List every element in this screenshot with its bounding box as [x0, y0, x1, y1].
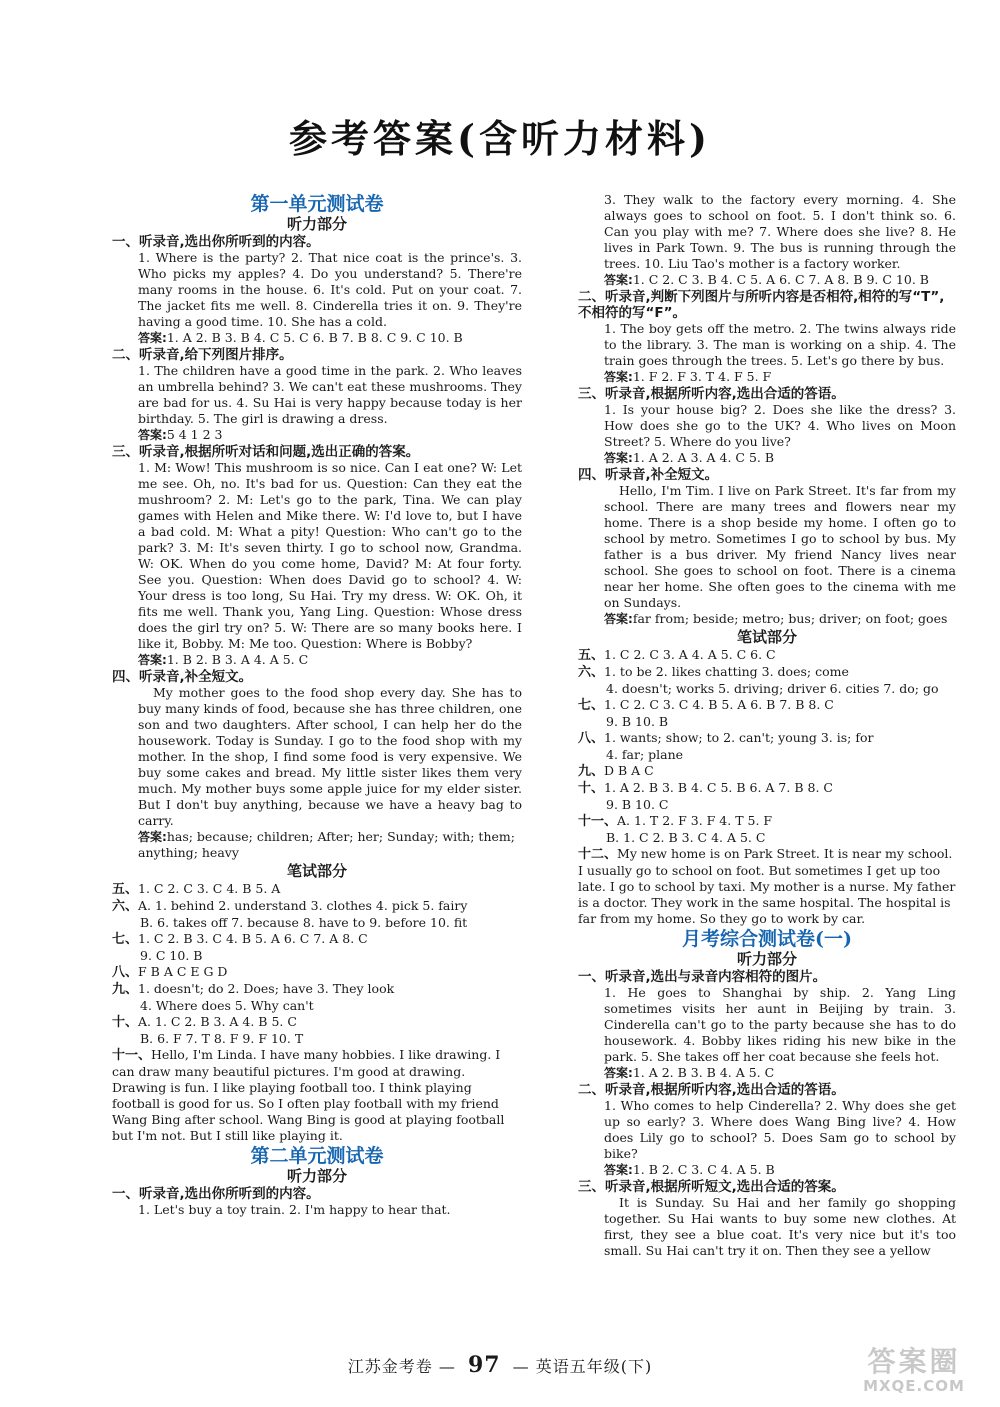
- transcript-text: Hello, I'm Tim. I live on Park Street. It's far from my school. There are many trees and flowers near my home. There is a shop beside my home. I often go to school by metro. Sometimes I go to school by bus. My father is a bus driver. My friend Nancy lives near school. She goes to school on foot. There is a cinema near her home. She often goes to the cinema with me on Sundays.: [604, 483, 956, 610]
- answer-row: [112, 1047, 522, 1144]
- answer-line: [112, 652, 522, 668]
- answer-label: 答案:: [138, 653, 167, 667]
- answer-line: [112, 330, 522, 346]
- answer-values: A. 1. C 2. B 3. A 4. B 5. C: [138, 1014, 297, 1029]
- transcript-text: 1. Is your house big? 2. Does she like the dress? 3. How does she go to the UK? 4. Who lives on Moon Street? 5. Where do you live?: [604, 402, 956, 449]
- answer-label: 答案:: [604, 612, 633, 626]
- transcript-text: It is Sunday. Su Hai and her family go shopping together. Su Hai wants to buy some new clothes. At first, they see a blue coat. It's very nice but it's too small. Su Hai can't try it on. Then they see a yellow: [604, 1195, 956, 1258]
- answer-row: [578, 763, 956, 780]
- answer-label: 答案:: [604, 451, 633, 465]
- section-number: 十一、: [578, 814, 618, 829]
- section-number: 六、: [578, 665, 605, 680]
- answer-line: [578, 272, 956, 288]
- transcript-text: My mother goes to the food shop every day. She has to buy many kinds of food, because she has three children, one son and two daughters. After school, I can help her do the housework. Today is Sunday. I go to the food shop with my mother. In the shop, I find some food is very expensive. We buy some cakes and bread. My little sister likes them very much. My mother buys some apple juice for my elder sister. But I don't buy anything, because we have a heavy bag to carry.: [138, 685, 522, 828]
- answer-values: has; because; children; After; her; Sunday; with; them; anything; heavy: [138, 829, 515, 860]
- section-number: 六、: [112, 899, 139, 914]
- part-title: 听力部分: [736, 950, 797, 968]
- answer-row: [578, 780, 956, 813]
- transcript-text: 1. He goes to Shanghai by ship. 2. Yang Ling sometimes visits her aunt in Beijing by train. 3. Cinderella can't go to the party because she has to do housework. 4. Bobby likes riding his new bike in the park. 5. She takes off her coat because she feels hot.: [604, 985, 956, 1064]
- unit-title: 月考综合测试卷(一): [682, 928, 852, 950]
- part-title: 笔试部分: [736, 628, 797, 646]
- answer-label: 答案:: [604, 1066, 633, 1080]
- answer-values-continued: B. 6. takes off 7. because 8. have to 9. before 10. fit: [140, 915, 468, 930]
- answer-line: [112, 427, 522, 443]
- answer-values: 1. C 2. C 3. C 4. B 5. A 6. B 7. B 8. C: [604, 697, 834, 712]
- watermark-text: 答案圈: [867, 1345, 961, 1378]
- answer-line: [112, 829, 522, 861]
- right-column: [578, 192, 956, 1259]
- answer-row: [112, 1014, 522, 1047]
- answer-values: 1. A 2. B 3. B 4. A 5. C: [632, 1065, 775, 1080]
- section-number: 五、: [578, 648, 605, 663]
- section-heading: 三、听录音,根据所听内容,选出合适的答语。: [578, 386, 845, 402]
- answer-label: 答案:: [604, 1163, 633, 1177]
- transcript-text: 1. The boy gets off the metro. 2. The twins always ride to the library. 3. The man is working on a ship. 4. The train goes through the trees. 5. Let's go there by bus.: [604, 321, 956, 368]
- footer-book-title: 江苏金考卷: [347, 1357, 433, 1376]
- answer-values: My new home is on Park Street. It is near my school. I usually go to school on foot. But sometimes I get up too late. I go to school by taxi. My mother is a nurse. My father is a doctor. They work in the same hospital. The hospital is far from my home. So they go to work by car.: [578, 846, 956, 926]
- section-heading: 四、听录音,补全短文。: [112, 669, 253, 685]
- section-heading: 三、听录音,根据所听对话和问题,选出正确的答案。: [112, 444, 420, 460]
- answer-values: 1. A 2. B 3. B 4. C 5. C 6. B 7. B 8. C 9. C 10. B: [166, 330, 463, 345]
- unit-title: 第二单元测试卷: [250, 1145, 384, 1167]
- answer-label: 答案:: [604, 370, 633, 384]
- answer-values-continued: 9. B 10. C: [606, 797, 669, 812]
- answer-values: 1. C 2. B 3. C 4. B 5. A 6. C 7. A 8. C: [138, 931, 368, 946]
- answer-row: [112, 981, 522, 1014]
- answer-values: 1. wants; show; to 2. can't; young 3. is; for: [604, 730, 874, 745]
- footer-dash: —: [512, 1357, 530, 1376]
- answer-line: [578, 1162, 956, 1178]
- section-number: 十二、: [578, 847, 618, 862]
- answer-values: F B A C E G D: [138, 964, 228, 979]
- answer-values: D B A C: [604, 763, 654, 778]
- answer-values-continued: 4. doesn't; works 5. driving; driver 6. cities 7. do; go: [606, 681, 939, 696]
- answer-row: [578, 697, 956, 730]
- answer-row: [578, 664, 956, 697]
- transcript-text: 1. Let's buy a toy train. 2. I'm happy to hear that.: [138, 1202, 451, 1217]
- answer-values-continued: 4. Where does 5. Why can't: [140, 998, 314, 1013]
- answer-values: far from; beside; metro; bus; driver; on foot; goes: [632, 611, 948, 626]
- answer-row: [578, 813, 956, 846]
- section-number: 八、: [112, 965, 139, 980]
- answer-row: [578, 647, 956, 664]
- transcript-text: 1. M: Wow! This mushroom is so nice. Can I eat one? W: Let me see. Oh, no. It's bad for us. Question: Can they eat the mushroom? 2. M: Let's go to the park, Tina. We can play games with Helen and Mike there. W: I'd love to, but I have a bad cold. M: What a pity! Question: Who can't go to the park? 3. M: It's seven thirty. I go to school now, Grandma. W: OK. When do you come home, David? M: At four forty. See you. Question: When does David go to school? 4. W: Your dress is too long, Su Hai. Try my dress. W: OK. Oh, it fits me well. Thank you, Yang Ling. Question: Whose dress does the girl try on? 5. W: There are so many books here. I like it, Bobby. M: Me too. Question: Where is Bobby?: [138, 460, 522, 651]
- answer-row: [578, 846, 956, 927]
- answer-line: [578, 450, 956, 466]
- answer-label: 答案:: [604, 273, 633, 287]
- answer-values: 1. to be 2. likes chatting 3. does; come: [604, 664, 849, 679]
- section-heading: 一、听录音,选出你所听到的内容。: [112, 234, 320, 250]
- section-number: 八、: [578, 731, 605, 746]
- watermark-logo: [844, 1346, 984, 1396]
- section-number: 七、: [112, 932, 139, 947]
- answer-values-continued: B. 1. C 2. B 3. C 4. A 5. C: [606, 830, 766, 845]
- page-number: 97: [467, 1352, 501, 1378]
- answer-line: [578, 611, 956, 627]
- unit-title: 第一单元测试卷: [250, 193, 384, 215]
- footer-subject: 英语五年级(下): [535, 1357, 653, 1376]
- answer-label: 答案:: [138, 428, 167, 442]
- answer-values-continued: B. 6. F 7. T 8. F 9. F 10. T: [140, 1031, 304, 1046]
- transcript-text: 1. Who comes to help Cinderella? 2. Why does she get up so early? 3. Where does Wang Bing live? 4. How does Lily go to school? 5. Does Sam go to school by bike?: [604, 1098, 956, 1161]
- section-number: 九、: [578, 764, 605, 779]
- section-heading: 二、听录音,根据所听内容,选出合适的答语。: [578, 1082, 845, 1098]
- answer-values: 1. doesn't; do 2. Does; have 3. They look: [138, 981, 395, 996]
- answer-row: [578, 730, 956, 763]
- section-number: 十、: [578, 781, 605, 796]
- answer-line: [578, 369, 956, 385]
- answer-values: 5 4 1 2 3: [166, 427, 223, 442]
- transcript-text: 1. Where is the party? 2. That nice coat is the prince's. 3. Who picks my apples? 4. Do you understand? 5. There're many rooms in the house. 6. It's cold. Put on your coat. 7. The jacket fits me well. 8. Cinderella tries it on. 9. They're having a good time. 10. She has a cold.: [138, 250, 522, 329]
- transcript-text: 1. The children have a good time in the park. 2. Who leaves an umbrella behind? 3. We can't eat these mushrooms. They are bad for us. 4. Su Hai is very happy because today is her birthday. 5. The girl is drawing a dress.: [138, 363, 522, 426]
- answer-values-continued: 9. B 10. B: [606, 714, 669, 729]
- answer-row: [112, 931, 522, 964]
- section-heading: 一、听录音,选出与录音内容相符的图片。: [578, 969, 827, 985]
- answer-values: A. 1. T 2. F 3. F 4. T 5. F: [617, 813, 773, 828]
- answer-values: 1. B 2. B 3. A 4. A 5. C: [166, 652, 309, 667]
- part-title: 听力部分: [286, 215, 347, 233]
- watermark-url: MXQE.COM: [863, 1377, 965, 1395]
- answer-values: 1. A 2. A 3. A 4. C 5. B: [632, 450, 775, 465]
- section-heading: 一、听录音,选出你所听到的内容。: [112, 1186, 320, 1202]
- section-heading: 二、听录音,判断下列图片与所听内容是否相符,相符的写“T”,不相符的写“F”。: [578, 289, 945, 321]
- answer-label: 答案:: [138, 331, 167, 345]
- section-heading: 二、听录音,给下列图片排序。: [112, 347, 293, 363]
- answer-label: 答案:: [138, 830, 167, 844]
- section-number: 七、: [578, 698, 605, 713]
- answer-row: [112, 881, 522, 898]
- answer-values: 1. F 2. F 3. T 4. F 5. F: [632, 369, 772, 384]
- answer-row: [112, 898, 522, 931]
- transcript-text: 3. They walk to the factory every morning. 4. She always goes to school on foot. 5. I don't think so. 6. Can you play with me? 7. Where does she live? 8. He lives in Park Town. 9. The bus is running through the trees. 10. Liu Tao's mother is a factory worker.: [604, 192, 956, 271]
- answer-values: A. 1. behind 2. understand 3. clothes 4. pick 5. fairy: [138, 898, 468, 913]
- section-number: 十一、: [112, 1048, 152, 1063]
- part-title: 笔试部分: [286, 862, 347, 880]
- section-number: 五、: [112, 882, 139, 897]
- section-number: 九、: [112, 982, 139, 997]
- footer-dash: —: [438, 1357, 456, 1376]
- answer-values: 1. B 2. C 3. C 4. A 5. B: [632, 1162, 775, 1177]
- answer-values-continued: 4. far; plane: [606, 747, 684, 762]
- answer-values: 1. C 2. C 3. A 4. A 5. C 6. C: [604, 647, 776, 662]
- answer-values: 1. A 2. B 3. B 4. C 5. B 6. A 7. B 8. C: [604, 780, 833, 795]
- answer-values: 1. C 2. C 3. C 4. B 5. A: [138, 881, 281, 896]
- answer-row: [112, 964, 522, 981]
- section-heading: 三、听录音,根据所听短文,选出合适的答案。: [578, 1179, 845, 1195]
- page-title: 参考答案(含听力材料): [289, 116, 711, 161]
- answer-values-continued: 9. C 10. B: [140, 948, 203, 963]
- answer-line: [578, 1065, 956, 1081]
- section-number: 十、: [112, 1015, 139, 1030]
- part-title: 听力部分: [286, 1167, 347, 1185]
- section-heading: 四、听录音,补全短文。: [578, 467, 719, 483]
- left-column: [112, 192, 522, 1218]
- answer-values: 1. C 2. C 3. B 4. C 5. A 6. C 7. A 8. B 9. C 10. B: [632, 272, 929, 287]
- answer-values: Hello, I'm Linda. I have many hobbies. I like drawing. I can draw many beautiful pictures. I'm good at drawing. Drawing is fun. I like playing football too. I think playing football is good for us. So I often play football with my friend Wang Bing after school. Wang Bing is good at playing football but I'm not. But I still like playing it.: [112, 1047, 505, 1143]
